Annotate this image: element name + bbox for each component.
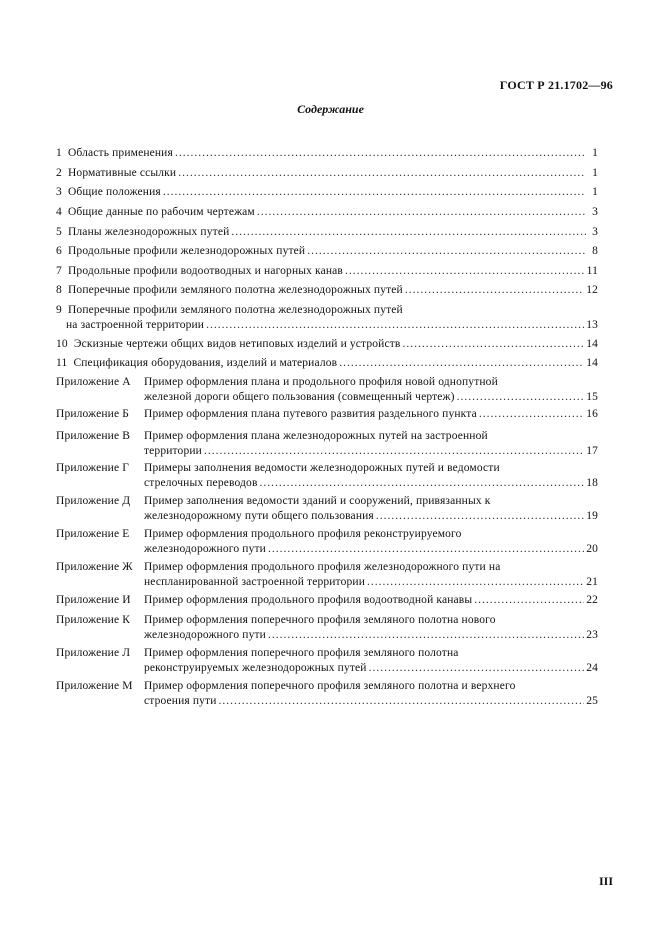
toc-entry-6[interactable]: 6 Продольные профили железнодорожных путей ..... 8 xyxy=(56,244,598,259)
toc-appendix-m[interactable]: Приложение М Пример оформления поперечного профиля земляного полотна и верхнего строения пути ..... 25 xyxy=(56,679,598,709)
toc-appendix-b[interactable]: Приложение Б Пример оформления плана путевого развития раздельного пункта ..... 16 xyxy=(56,407,598,422)
document-code: ГОСТ Р 21.1702—96 xyxy=(499,78,613,92)
toc-appendix-i[interactable]: Приложение И Пример оформления продольного профиля водоотводной канавы ..... 22 xyxy=(56,593,598,608)
toc-entry-8[interactable]: 8 Поперечные профили земляного полотна железнодорожных путей ..... 12 xyxy=(56,283,598,298)
toc-appendix-d[interactable]: Приложение Д Пример заполнения ведомости зданий и сооружений, привязанных к железнодорожному пути общего пользования ..... 19 xyxy=(56,494,598,524)
toc-entry-2[interactable]: 2 Нормативные ссылки ..... 1 xyxy=(56,166,598,181)
toc-appendix-l[interactable]: Приложение Л Пример оформления поперечного профиля земляного полотна реконструируемых железнодорожных путей ..... 24 xyxy=(56,646,598,676)
toc-appendix-v[interactable]: Приложение В Пример оформления плана железнодорожных путей на застроенной территории ..... 17 xyxy=(56,429,598,459)
toc-entry-3[interactable]: 3 Общие положения ..... 1 xyxy=(56,185,598,200)
toc-appendix-a[interactable]: Приложение А Пример оформления плана и продольного профиля новой однопутной железной дороги общего пользования (совмещенный чертеж) ..... 15 xyxy=(56,375,598,405)
toc-entry-11[interactable]: 11 Спецификация оборудования, изделий и материалов ..... 14 xyxy=(56,356,598,371)
toc-appendix-g[interactable]: Приложение Г Примеры заполнения ведомости железнодорожных путей и ведомости стрелочных переводов ..... 18 xyxy=(56,461,598,491)
toc-entry-9[interactable]: 9 Поперечные профили земляного полотна железнодорожных путей на застроенной территории ..... 13 xyxy=(56,303,598,333)
toc-appendix-zh[interactable]: Приложение Ж Пример оформления продольного профиля железнодорожного пути на неспланированной застроенной территории ..... 21 xyxy=(56,560,598,590)
toc-appendix-k[interactable]: Приложение К Пример оформления поперечного профиля земляного полотна нового железнодорожного пути ..... 23 xyxy=(56,613,598,643)
toc-entry-10[interactable]: 10 Эскизные чертежи общих видов нетиповых изделий и устройств ..... 14 xyxy=(56,337,598,352)
toc-entry-4[interactable]: 4 Общие данные по рабочим чертежам ..... 3 xyxy=(56,205,598,220)
toc-entry-7[interactable]: 7 Продольные профили водоотводных и нагорных канав ..... 11 xyxy=(56,264,598,279)
page-number: III xyxy=(598,874,613,888)
page-title: Содержание xyxy=(297,102,364,116)
toc-entry-1[interactable]: 1 Область применения ..... 1 xyxy=(56,146,598,161)
toc-appendix-e[interactable]: Приложение Е Пример оформления продольного профиля реконструируемого железнодорожного пути ..... 20 xyxy=(56,527,598,557)
toc-entry-5[interactable]: 5 Планы железнодорожных путей ..... 3 xyxy=(56,225,598,240)
